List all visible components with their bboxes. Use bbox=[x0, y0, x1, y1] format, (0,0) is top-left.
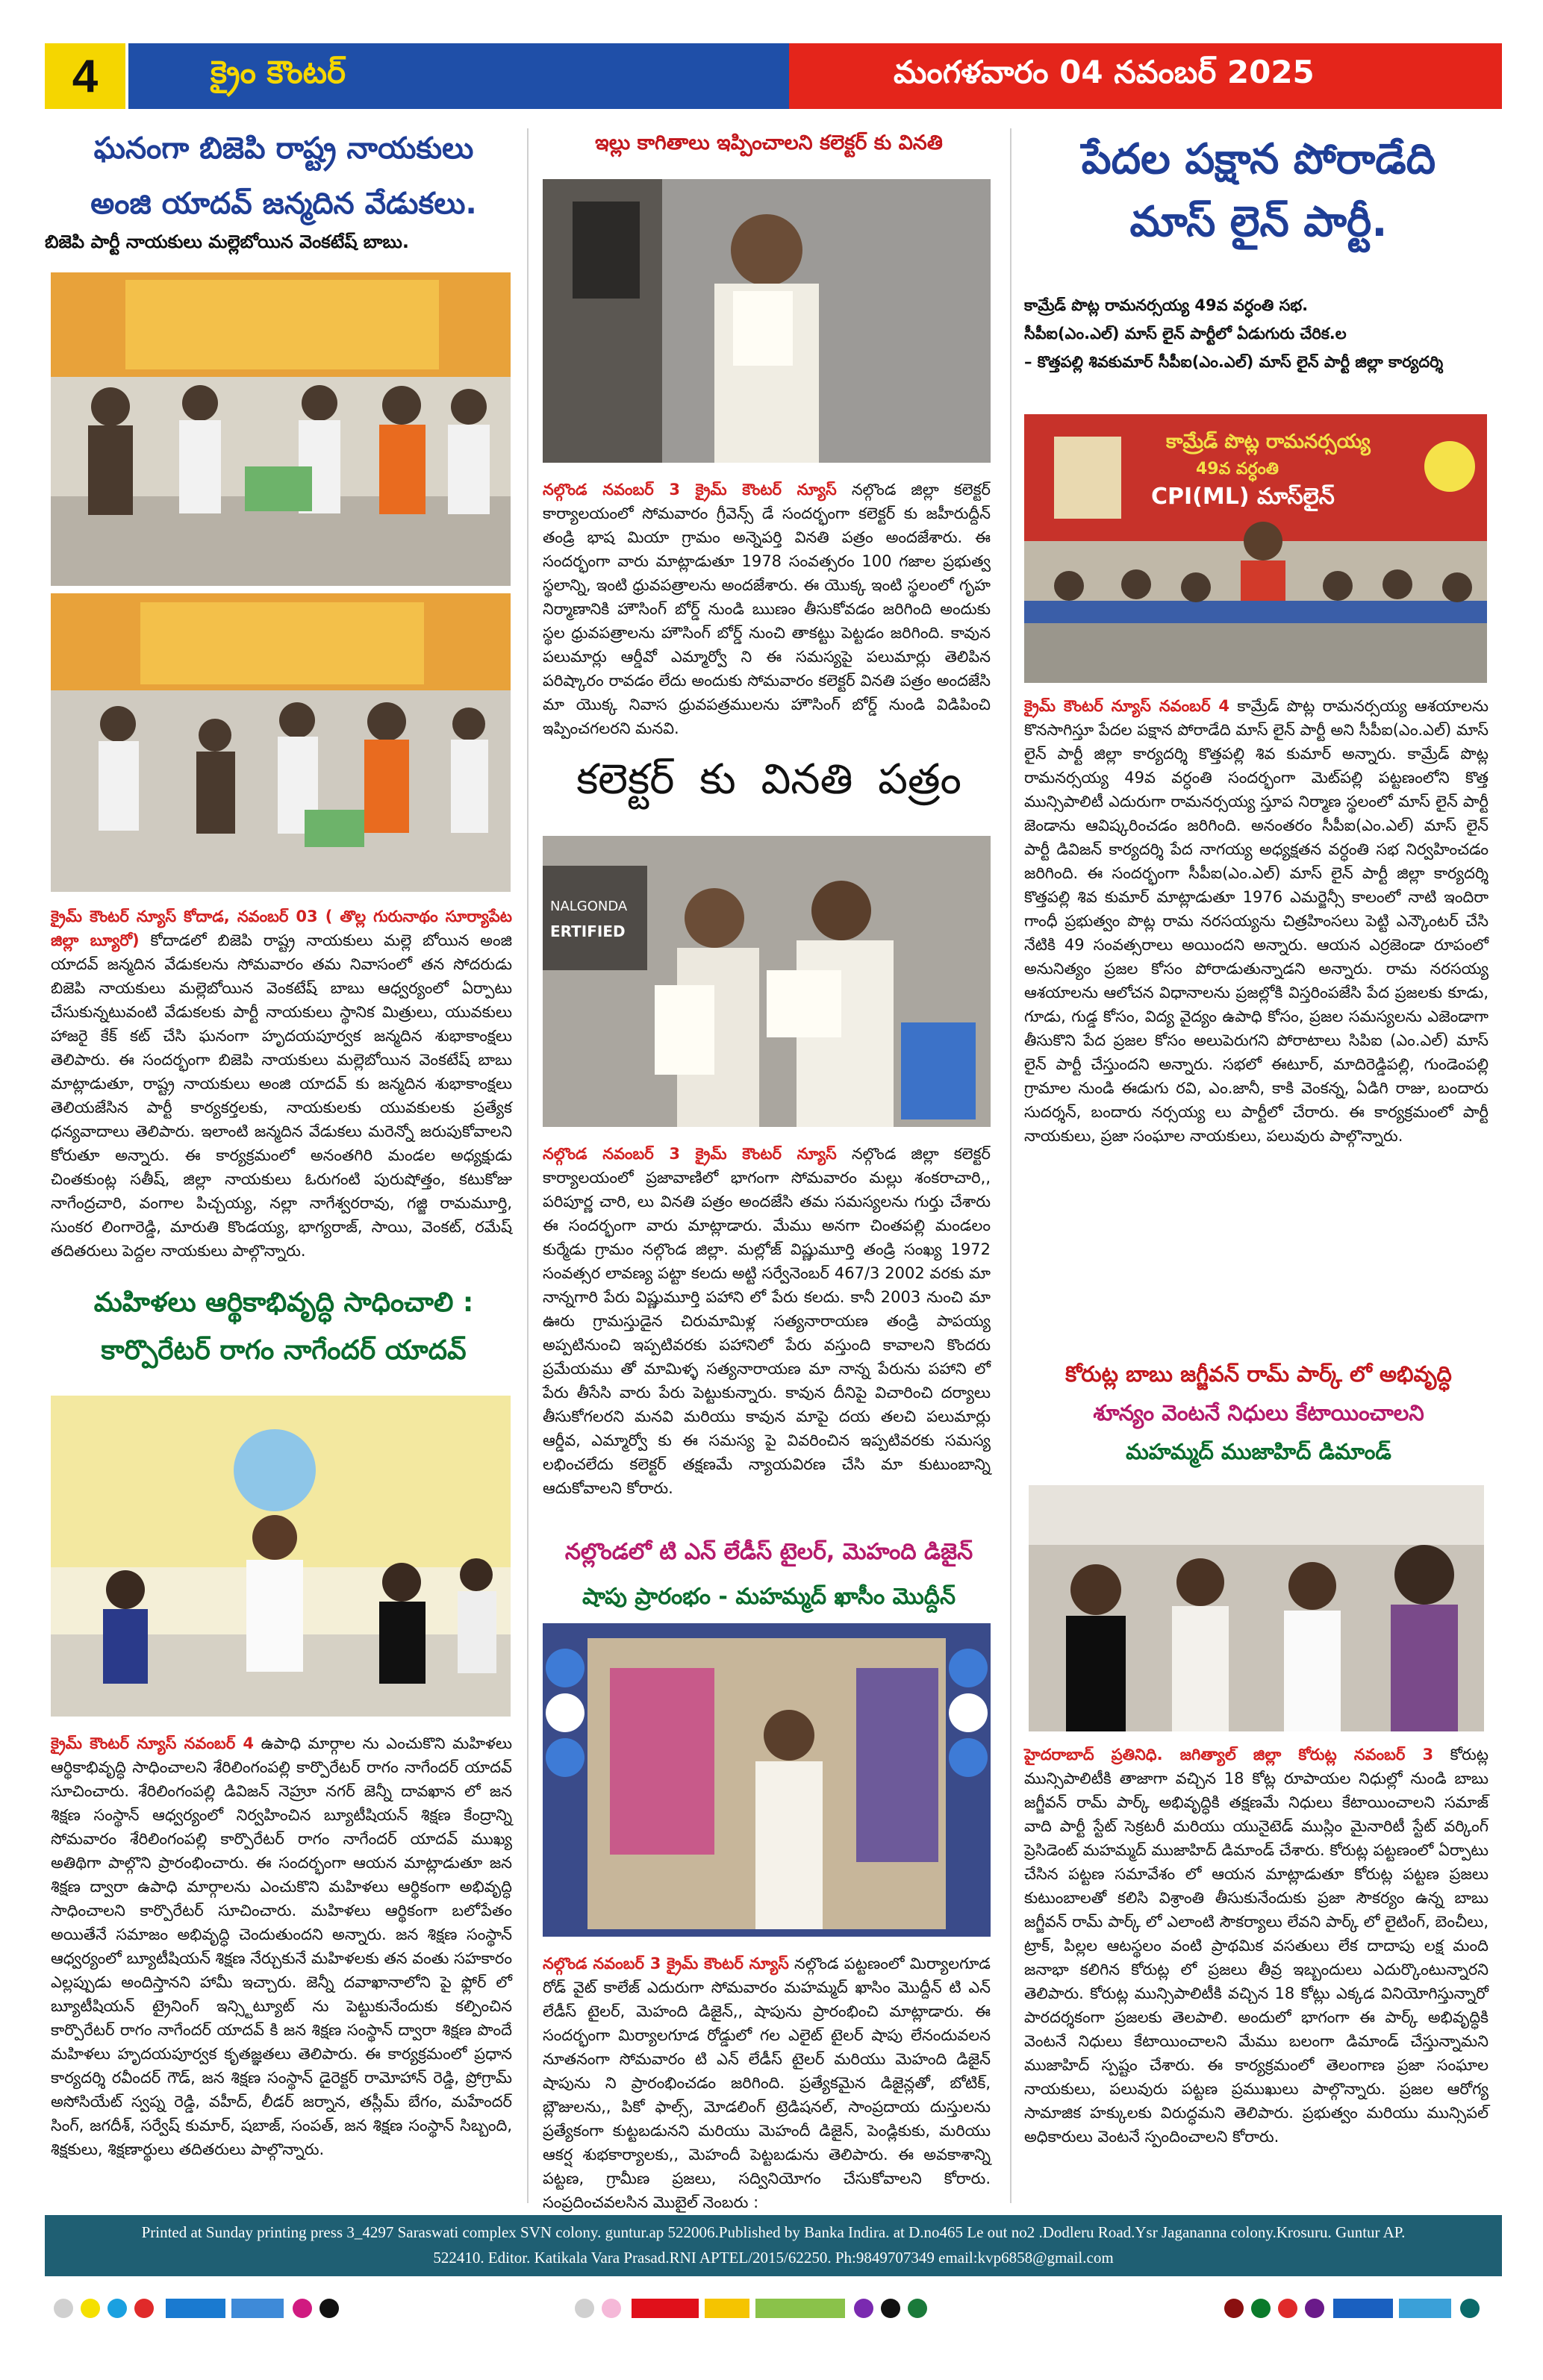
registration-bar bbox=[166, 2299, 225, 2318]
korutla-headline bbox=[1015, 1355, 1502, 1471]
mass-line-article-body bbox=[1024, 694, 1489, 1148]
korutla-headline-line2: శూన్యం వెంటనే నిధులు కేటాయించాలని bbox=[1093, 1400, 1424, 1425]
women-headline-line2: కార్పొరేటర్ రాగం నాగేందర్ యాదవ్ bbox=[101, 1335, 467, 1366]
mass-line-headline bbox=[1015, 128, 1502, 254]
bjp-dateline: క్రైమ్ కౌంటర్ న్యూస్ కోదాడ, నవంబర్ 03 ( తొల్ల గురునాథం సూర్యాపేట జిల్లా బ్యూరో) bbox=[51, 908, 512, 949]
house-body-text: నల్గొండ జిల్లా కలెక్టర్ కార్యాలయంలో సోమవారం గ్రీవెన్స్ డే సందర్భంగా కలెక్టర్ కు జహీరుద్దీన్ తండ్రి భాష మియా గ్రామం అన్నెపర్తి వినతి పత్రం అందజేశారు. ఈ సందర్భంగా వారు మాట్లాడుతూ 1978 సంవత్సరం 100 గజాల ప్రభుత్వ స్థలాన్ని, ఇంటి ధ్రువపత్రాలను అందజేశారు. ఈ యొక్క ఇంటి స్థలంలో గృహ నిర్మాణానికి హౌసింగ్ బోర్డ్ నుండి ఋణం తీసుకోవడం జరిగింది అందుకు స్థల ధ్రువపత్రాలను హౌసింగ్ బోర్డ్ నుంచి తాకట్టు పెట్టడం జరిగింది. కావున పలుమార్లు ఆర్డీవో ఎమ్మార్వో ని ఈ సమస్యపై పలుమార్లు తెలిపిన పరిష్కారం రావడం లేదు అందుకు సోమవారం కలెక్టర్ వినతి పత్రం అందజేసి మా యొక్క నివాస ధ్రువపత్రములను హౌసింగ్ బోర్డ్ నుండి విడిపించి ఇప్పించగలరని మనవి. bbox=[543, 481, 991, 737]
women-dateline: క్రైమ్ కౌంటర్ న్యూస్ నవంబర్ 4 bbox=[51, 1734, 255, 1752]
korutla-headline-line1: కోరుట్ల బాబు జగ్జీవన్ రామ్ పార్క్ లో అభివృద్ధి bbox=[1065, 1361, 1452, 1387]
shop-article-body bbox=[543, 1952, 991, 2214]
registration-dot bbox=[134, 2299, 154, 2318]
registration-bar bbox=[705, 2299, 749, 2318]
banner-text-3: CPI(ML) మాస్‌లైన్ bbox=[1151, 484, 1335, 510]
registration-dot bbox=[54, 2299, 73, 2318]
registration-bar bbox=[755, 2299, 845, 2318]
registration-dot bbox=[1460, 2299, 1480, 2318]
petition-article-body bbox=[543, 1142, 991, 1500]
page-number: 4 bbox=[45, 43, 125, 109]
bjp-headline bbox=[45, 127, 523, 225]
bjp-subheadline: బిజెపి పార్టీ నాయకులు మల్లెబోయిన వెంకటేష్ బాబు. bbox=[45, 231, 409, 252]
mass-line-headline-line1: పేదల పక్షాన పోరాడేది bbox=[1081, 135, 1436, 184]
registration-bar bbox=[1333, 2299, 1393, 2318]
shop-photo bbox=[543, 1623, 991, 1937]
petition-body-text: నల్గొండ జిల్లా కలెక్టర్ కార్యాలయంలో ప్రజావాణిలో భాగంగా సోమవారం మల్లు శంకరాచారి,, పరిపూర్ణ చారి, లు వినతి పత్రం అందజేసి తమ సమస్యలను గుర్తు చేశారు ఈ సందర్భంగా వారు మాట్లాడారు. మేము అనగా చింతపల్లి మండలం కుర్మేడు గ్రామం నల్గొండ జిల్లా. మల్లోజ్ విష్ణుమూర్తి తండ్రి సంఖ్య 1972 సంవత్సర లావణ్య పట్టా కలదు అట్టి సర్వేనెంబర్ 467/3 2002 వరకు మా నాన్నగారి పేరు విష్ణుమూర్తి పహాని లో పేరు కలదు. కానీ 2003 నుంచి మా ఊరు గ్రామస్తుడైన చిరుమామిళ్ల సత్యనారాయణ తండ్రి పాపయ్య అప్పటినుంచి ఇప్పటివరకు పహానిలో పేరు వస్తుంది కావాలని కొందరు ప్రమేయము తో మామిళ్ళ సత్యనారాయణ మా నాన్న పేరును పహాని లో పేరు తీసేసి వారు పేరు పెట్టుకున్నారు. కావున దీనిపై విచారించి దర్యాలు తీసుకోగలరని మనవి మరియు కావున మాపై దయ తలచి పలుమార్లు ఆర్డీవ, ఎమ్మార్వో కు ఈ సమస్య పై వివరించిన ఇప్పటివరకు సమస్య లభించలేదు కలెక్టర్ తక్షణమే న్యాయవిరణ చేసి మా కుటుంబాన్ని ఆదుకోవాలని కోరారు. bbox=[543, 1145, 991, 1497]
women-headline bbox=[45, 1284, 523, 1370]
shop-dateline: నల్గొండ నవంబర్ 3 క్రైమ్ కౌంటర్ న్యూస్ bbox=[543, 1955, 789, 1973]
registration-dot bbox=[293, 2299, 312, 2318]
registration-dot bbox=[1278, 2299, 1297, 2318]
korutla-photo bbox=[1029, 1485, 1484, 1731]
mass-line-sub2: సీపీఐ(ఎం.ఎల్) మాస్ లైన్ పార్టీలో ఏడుగురు చేరిక.ల bbox=[1024, 325, 1347, 343]
registration-bar bbox=[632, 2299, 699, 2318]
shop-body-text: నల్గొండ పట్టణంలో మిర్యాలగూడ రోడ్ వైట్ కాలేజ్ ఎదురుగా సోమవారం మహమ్మద్ ఖాసిం మొద్దీన్ టి ఎన్ లేడీస్ టైలర్, మెహంది డిజైన్,, షాపును ప్రారంభించి మాట్లాడారు. ఈ సందర్భంగా మిర్యాలగూడ రోడ్డులో గల ఎలైట్ టైలర్ షాపు లేనందువలన నూతనంగా సోమవారం టి ఎన్ లేడీస్ టైలర్ మరియు మెహంది డిజైన్ షాపును ని ప్రారంభించడం జరిగింది. ప్రత్యేకమైన డిజైన్లతో, బోటిక్, బ్లౌజులను,, పికో ఫాల్స్, మోడలింగ్ ట్రెడిషనల్, సాంప్రదాయ దుస్తులను ప్రత్యేకంగా కుట్టబడునని మరియు మెహందీ డిజైన్, పెండ్లికుకు, మరియు ఆకర్ష శుభకార్యాలకు,, మెహందీ పెట్టబడును తెలిపారు. ఈ అవకాశాన్ని పట్టణ, గ్రామీణ ప్రజలు, సద్వినియోగం చేసుకోవాలని కోరారు. సంప్రదించవలసిన మొబైల్ నెంబరు : bbox=[543, 1955, 991, 2211]
women-headline-line1: మహిళలు ఆర్థికాభివృద్ధి సాధించాలి : bbox=[93, 1287, 474, 1318]
mass-line-sub1: కామ్రేడ్ పొట్ల రామనర్సయ్య 49వ వర్ధంతి సభ. bbox=[1024, 296, 1309, 314]
mass-line-sub3: – కొత్తపల్లి శివకుమార్ సీపీఐ(ఎం.ఎల్) మాస్ లైన్ పార్టీ జిల్లా కార్యదర్శి bbox=[1024, 353, 1444, 371]
registration-dot bbox=[881, 2299, 900, 2318]
mass-line-dateline: క్రైమ్ కౌంటర్ న్యూస్ నవంబర్ 4 bbox=[1024, 697, 1230, 715]
date-line: మంగళవారం 04 నవంబర్ 2025 bbox=[789, 43, 1502, 109]
bjp-headline-line2: అంజి యాదవ్ జన్మదిన వేడుకలు. bbox=[90, 187, 477, 221]
registration-dot bbox=[908, 2299, 927, 2318]
petition-headline: కలెక్టర్ కు వినతి పత్రం bbox=[576, 755, 961, 804]
registration-dot bbox=[1305, 2299, 1324, 2318]
mass-line-subheads bbox=[1024, 291, 1502, 376]
mass-line-photo bbox=[1024, 414, 1487, 683]
korutla-article-body bbox=[1024, 1743, 1489, 2149]
bjp-body-text: కోదాడలో బిజెపి రాష్ట్ర నాయకులు మల్లె బోయిన అంజి యాదవ్ జన్మదిన వేడుకలను సోమవారం తమ నివాసంలో తన సోదరుడు బిజెపి నాయకులు మల్లెబోయిన వెంకటేష్ బాబు ఆధ్వర్యంలో ఏర్పాటు చేసుకున్నటువంటి వేడుకలకు పార్టీ నాయకులు స్థానిక మిత్రులు, యువకులు హాజరై కేక్ కట్ చేసి ఘనంగా హృదయపూర్వక జన్మదిన శుభాకాంక్షలు తెలిపారు. ఈ సందర్భంగా బిజెపి నాయకులు మల్లెబోయిన వెంకటేష్ బాబు మాట్లాడుతూ, రాష్ట్ర నాయకులు అంజి యాదవ్ కు జన్మదిన శుభాకాంక్షలు తెలియజేసిన పార్టీ కార్యకర్తలకు, నాయకులకు యువకులకు ప్రత్యేక ధన్యవాదాలు తెలిపారు. ఇలాంటి జన్మదిన వేడుకలు మరెన్నో జరుపుకోవాలని కోరుతూ అన్నారు. ఈ కార్యక్రమంలో అనంతగిరి మండల అధ్యక్షుడు చింతకుంట్ల సతీష్, జిల్లా నాయకులు ఓరుగంటి పురుషోత్తం, కటుకోజు నాగేంద్రచారి, వంగాల పిచ్చయ్య, నల్లా నాగేశ్వరరావు, గజ్జి రామమూర్తి, సుంకర లింగారెడ్డి, మారుతి కొండయ్య, భాగ్యరాజ్, సాయి, వెంకట్, రమేష్ తదితరులు పెద్దల నాయకులు పాల్గొన్నారు. bbox=[51, 931, 512, 1260]
petition-dateline: నల్గొండ నవంబర్ 3 క్రైమ్ కౌంటర్ న్యూస్ bbox=[543, 1145, 837, 1163]
registration-dot bbox=[81, 2299, 100, 2318]
mass-line-body-text: కామ్రేడ్ పొట్ల రామనర్సయ్య ఆశయాలను కొనసాగిస్తూ పేదల పక్షాన పోరాడేది మాస్ లైన్ పార్టీ అని సీపీఐ(ఎం.ఎల్) మాస్ లైన్ పార్టీ జిల్లా కార్యదర్శి కొత్తపల్లి శివ కుమార్ అన్నారు. కామ్రేడ్ పొట్ల రామనర్సయ్య 49వ వర్ధంతి సందర్భంగా మెట్‌పల్లి పట్టణంలోని కొత్త మున్సిపాలిటీ ఎదురుగా రామనర్సయ్య స్తూప నిర్మాణ స్థలంలో మాస్ లైన్ పార్టీ జెండాను ఆవిష్కరించడం జరిగింది. అనంతరం సీపీఐ(ఎం.ఎల్) మాస్ లైన్ పార్టీ డివిజన్ కార్యదర్శి పేద నాగయ్య అధ్యక్షతన వర్ధంతి సభ నిర్వహించడం జరిగింది. ఈ సందర్భంగా సీపీఐ(ఎం.ఎల్) మాస్ లైన్ పార్టీ జిల్లా కార్యదర్శి కొత్తపల్లి శివ కుమార్ మాట్లాడుతూ 1976 ఎమర్జెన్సీ కాలంలో నాటి ఇందిరా గాంధీ ప్రభుత్వం పొట్ల రామ నరసయ్యను చిత్రహింసలు పెట్టి ఎన్కౌంటర్ చేసి నేటికి 49 సంవత్సరాలు అయిందని అన్నారు. ఆయన ఎర్రజెండా రూపంలో అనునిత్యం ప్రజల కోసం పోరాడుతున్నాడని అన్నారు. రామ నరసయ్య ఆశయాలను ఆలోచన విధానాలను ప్రజల్లోకి విస్తరింపజేసి పేద ప్రజలకు కూడు, గూడు, గుడ్డ కోసం, విద్య వైద్యం ఉపాధి కోసం, ప్రజల సమస్యలను ఎజెండాగా తీసుకొని పేద ప్రజల కోసం అలుపెరుగని పోరాటాలు సిపిఐ (ఎం.ఎల్) మాస్ లైన్ పార్టీ చేస్తుందని అన్నారు. సభలో ఈటూర్, మాదిరెడ్డిపల్లి, గుండెంపల్లి గ్రామాల నుండి ఈడుగు రవి, ఎం.జానీ, కాకి వెంకన్న, ఏడిగి రాజు, బందారు సుదర్శన్, బందారు నర్సయ్య లు పార్టీలో చేరారు. ఈ కార్యక్రమంలో పార్టీ నాయకులు, ప్రజా సంఘాల నాయకులు, పలువురు పాల్గొన్నారు. bbox=[1024, 697, 1489, 1145]
banner-text-2: 49వ వర్ధంతి bbox=[1196, 460, 1279, 478]
bjp-headline-line1: ఘనంగా బిజెపి రాష్ట్ర నాయకులు bbox=[93, 131, 474, 166]
bjp-article-body bbox=[51, 905, 512, 1263]
registration-dot bbox=[107, 2299, 127, 2318]
house-photo bbox=[543, 179, 991, 463]
registration-dot bbox=[1224, 2299, 1244, 2318]
shop-headline-line1: నల్లొండలో టి ఎన్ లేడీస్ టైలర్, మెహంది డిజైన్ bbox=[564, 1539, 973, 1565]
bjp-photo-2 bbox=[51, 593, 511, 892]
registration-bar bbox=[1399, 2299, 1451, 2318]
certified-sign-text: ERTIFIED bbox=[550, 922, 626, 940]
imprint-footer bbox=[45, 2215, 1502, 2276]
house-headline: ఇల్లు కాగితాలు ఇప్పించాలని కలెక్టర్ కు వినతి bbox=[595, 131, 943, 154]
korutla-headline-line3: మహమ్మద్ ముజాహిద్ డిమాండ్ bbox=[1126, 1439, 1391, 1464]
column-divider bbox=[1010, 128, 1011, 2203]
house-dateline: నల్గొండ నవంబర్ 3 క్రైమ్ కౌంటర్ న్యూస్ bbox=[543, 481, 837, 499]
registration-dot bbox=[575, 2299, 594, 2318]
registration-bar bbox=[231, 2299, 284, 2318]
shop-headline bbox=[532, 1534, 1006, 1616]
mass-line-headline-line2: మాస్ లైన్ పార్టీ. bbox=[1129, 198, 1388, 246]
women-body-text: ఉపాధి మార్గాల ను ఎంచుకొని మహిళలు ఆర్థికాభివృద్ధి సాధించాలని శేరిలింగంపల్లి కార్పొరేటర్ రాగం నాగేందర్ యాదవ్ సూచించారు. శేరిలింగంపల్లి డివిజన్ నెహ్రూ నగర్ జెన్నీ దావఖాన లో జన శిక్షణ సంస్థాన్ ఆధ్వర్యంలో నిర్వహించిన బ్యూటీషియన్ శిక్షణ కేంద్రాన్ని సోమవారం శేరిలింగంపల్లి కార్పొరేటర్ రాగం నాగేందర్ యాదవ్ ముఖ్య అతిథిగా పాల్గొని ప్రారంభించారు. ఈ సందర్భంగా ఆయన మాట్లాడుతూ జన శిక్షణ ద్వారా ఉపాధి మార్గాలను ఎంచుకొని మహిళలు ఆర్థికంగా అభివృద్ధి సాధించాలని కార్పొరేటర్ సూచించారు. మహిళలు ఆర్థికంగా బలోపేతం అయితేనే సమాజం అభివృద్ధి చెందుతుందని అన్నారు. జన శిక్షణ సంస్థాన్ ఆధ్వర్యంలో బ్యూటీషియన్ శిక్షణ నేర్చుకునే మహిళలకు తన వంతు సహకారం ఎల్లప్పుడు అందిస్తానని హామీ ఇచ్చారు. జెన్నీ దవాఖానాలోని పై ఫ్లోర్ లో బ్యూటీషియన్ ట్రైనింగ్ ఇన్స్టిట్యూట్ ను పెట్టుకునేందుకు కల్పించిన కార్పొరేటర్ రాగం నాగేందర్ యాదవ్ కి జన శిక్షణ సంస్థాన్ ద్వారా శిక్షణ పొందే మహిళలు హృదయపూర్వక కృతజ్ఞతలు తెలిపారు. ఈ కార్యక్రమంలో ప్రధాన కార్యదర్శి రవీందర్ గౌడ్, జన శిక్షణ సంస్థాన్ డైరెక్టర్ రామోహాన్ రెడ్డి, ప్రోగ్రామ్ అసోసియేట్ స్వప్న రెడ్డి, వహీద్, లీడర్ జర్నాన, తస్లీమ్ బేగం, మహేందర్ సింగ్, జగదీశ్, సర్వేష్ కుమార్, షబాజ్, సంపత్, జన శిక్షణ సంస్థాన్ సిబ్బంది, శిక్షకులు, శిక్షణార్థులు తదితరులు పాల్గొన్నారు. bbox=[51, 1734, 512, 2158]
women-article-body bbox=[51, 1731, 512, 2161]
registration-dot bbox=[319, 2299, 339, 2318]
korutla-body-text: కోరుట్ల మున్సిపాలిటీకి తాజాగా వచ్చిన 18 కోట్ల రూపాయల నిధుల్లో నుండి బాబు జగ్జీవన్ రామ్ పార్క్ అభివృద్ధికి తక్షణమే నిధులు కేటాయించాలని సమాజ్ వాది పార్టీ స్టేట్ సెక్రటరీ మరియు యునైటెడ్ ముస్లిం మైనారిటీ స్టేట్ వర్కింగ్ ప్రెసిడెంట్ మహమ్మద్ ముజాహిద్ డిమాండ్ చేశారు. కోరుట్ల పట్టణంలో ఏర్పాటు చేసిన పట్టణ సమావేశం లో ఆయన మాట్లాడుతూ కోరుట్ల పట్టణ ప్రజలు కుటుంబాలతో కలిసి విశ్రాంతి తీసుకునేందుకు ప్రజా సౌకర్యం ఉన్న బాబు జగ్జీవన్ రామ్ పార్క్ లో ఎలాంటి సౌకర్యాలు లేవని పార్క్ లో లైటింగ్, బెంచీలు, ట్రాక్, పిల్లల ఆటస్థలం వంటి ప్రాథమిక వసతులు లేక దాదాపు లక్ష మంది జనాభా కలిగిన కోరుట్ల లో ప్రజలు తీవ్ర ఇబ్బందులు ఎదుర్కొంటున్నారని తెలిపారు. కోరుట్ల మున్సిపాలిటీకి వచ్చిన 18 కోట్లు ఎక్కడ వినియోగిస్తున్నారో పారదర్శకంగా ప్రజలకు తెలపాలి. అందులో భాగంగా ఈ పార్క్ అభివృద్ధికి వెంటనే నిధులు కేటాయించాలని మేము బలంగా డిమాండ్ చేస్తున్నామని ముజాహిద్ స్పష్టం చేశారు. ఈ కార్యక్రమంలో తెలంగాణ ప్రజా సంఘాల నాయకులు, పలువురు పట్టణ ప్రముఖులు పాల్గొన్నారు. ప్రజల ఆరోగ్య సామాజిక హక్కులకు విరుద్ధమని తెలిపారు. ప్రభుత్వం మరియు మున్సిపల్ అధికారులు వెంటనే స్పందించాలని కోరారు. bbox=[1024, 1746, 1489, 2146]
petition-photo bbox=[543, 836, 991, 1127]
women-photo bbox=[51, 1396, 511, 1717]
registration-dot bbox=[854, 2299, 873, 2318]
bjp-photo-1 bbox=[51, 272, 511, 586]
column-divider bbox=[527, 128, 529, 2203]
newspaper-name: క్రైం కౌంటర్ bbox=[128, 43, 789, 109]
banner-text-1: కామ్రేడ్ పొట్ల రామనర్సయ్య bbox=[1166, 431, 1371, 453]
house-article-body bbox=[543, 478, 991, 740]
imprint-line1: Printed at Sunday printing press 3_4297 Saraswati complex SVN colony. guntur.ap 522006.Published by Banka Indira. at D.no465 Le out no2 .Dodleru Road.Ysr Jagananna colony.Krosuru. Guntur AP. bbox=[141, 2223, 1406, 2241]
nalgonda-sign-text: NALGONDA bbox=[550, 899, 628, 914]
imprint-line2: 522410. Editor. Katikala Vara Prasad.RNI APTEL/2015/62250. Ph:9849707349 email:kvp6858@gmail.com bbox=[433, 2249, 1114, 2267]
registration-dot bbox=[602, 2299, 621, 2318]
shop-headline-line2: షాపు ప్రారంభం - మహమ్మద్ ఖాసీం మొద్దీన్ bbox=[582, 1584, 956, 1610]
registration-dot bbox=[1251, 2299, 1271, 2318]
korutla-dateline: హైదరాబాద్ ప్రతినిధి. జగిత్యాల్ జిల్లా కోరుట్ల నవంబర్ 3 bbox=[1024, 1746, 1434, 1764]
